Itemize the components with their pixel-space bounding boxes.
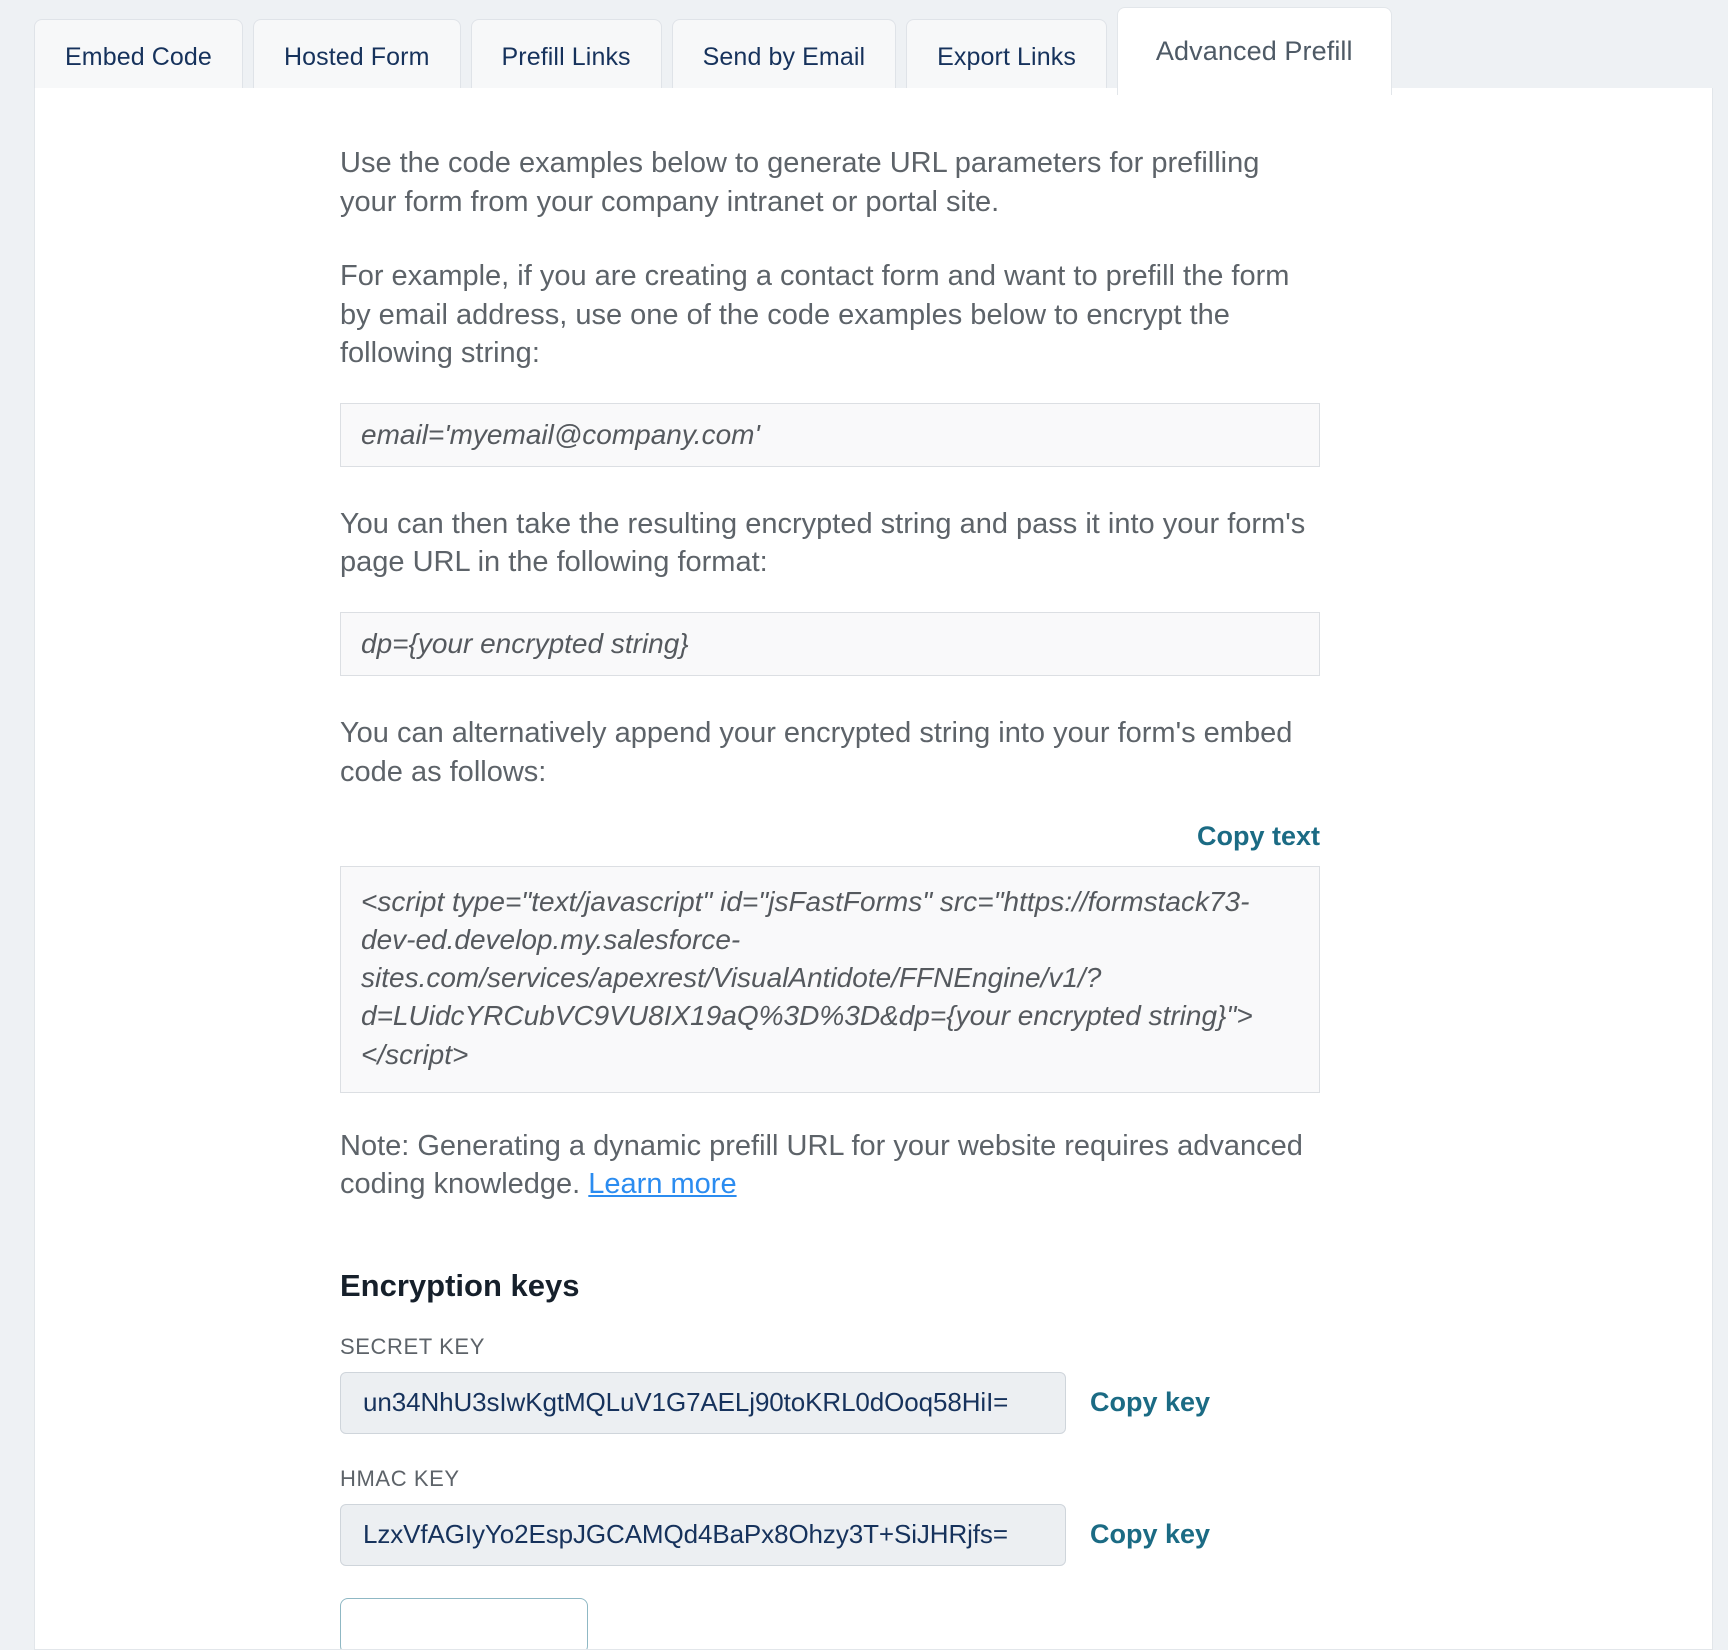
- regenerate-keys-button-partial[interactable]: [340, 1598, 588, 1650]
- hmac-key-input[interactable]: LzxVfAGIyYo2EspJGCAMQd4BaPx8Ohzy3T+SiJHRjfs=: [340, 1504, 1066, 1566]
- tab-send-by-email[interactable]: [672, 19, 897, 95]
- tab-embed-code[interactable]: [34, 19, 243, 95]
- tab-hosted-form[interactable]: [253, 19, 461, 95]
- panel-scrollbar[interactable]: [1704, 88, 1712, 1650]
- code-sample-embed-script: <script type="text/javascript" id="jsFastForms" src="https://formstack73-dev-ed.develop.my.salesforce-sites.com/services/apexrest/VisualAntidote/FFNEngine/v1/?d=LUidcYRCubVC9VU8IX19aQ%3D%3D&dp={your encrypted string}"></script>: [340, 866, 1320, 1092]
- copy-secret-key-button[interactable]: Copy key: [1090, 1387, 1211, 1418]
- url-format-paragraph: You can then take the resulting encrypted string and pass it into your form's page URL in the following format:: [340, 507, 1306, 579]
- tab-label: Hosted Form: [283, 43, 430, 71]
- tab-strip: [0, 0, 1728, 95]
- hmac-key-label: HMAC KEY: [340, 1465, 460, 1491]
- embed-append-paragraph: You can alternatively append your encrypted string into your form's embed code as follows:: [340, 717, 1293, 788]
- learn-more-link[interactable]: Learn more: [588, 1168, 737, 1201]
- tab-label: Send by Email: [702, 43, 866, 71]
- secret-key-label: SECRET KEY: [340, 1333, 485, 1359]
- example-paragraph: For example, if you are creating a contact form and want to prefill the form by email address, use one of the code examples below to encrypt the following string:: [340, 260, 1290, 370]
- tab-export-links[interactable]: [906, 19, 1107, 95]
- prefill-note: [340, 1127, 1320, 1204]
- advanced-prefill-content: [340, 88, 1320, 1650]
- intro-paragraph: Use the code examples below to generate URL parameters for prefilling your form from your company intranet or portal site.: [340, 147, 1260, 218]
- copy-text-row: [340, 821, 1320, 852]
- note-text: Note: Generating a dynamic prefill URL for your website requires advanced coding knowledge.: [340, 1129, 1303, 1201]
- tab-prefill-links[interactable]: [471, 19, 662, 95]
- tab-label: Embed Code: [65, 43, 212, 71]
- tab-advanced-prefill[interactable]: [1117, 7, 1392, 95]
- encryption-keys-heading: Encryption keys: [340, 1267, 580, 1303]
- secret-key-row: [340, 1372, 1320, 1434]
- tab-label: Advanced Prefill: [1155, 36, 1353, 66]
- tab-label: Prefill Links: [501, 43, 631, 71]
- copy-text-button[interactable]: Copy text: [1196, 821, 1320, 852]
- panel-scroll-area: [35, 88, 1707, 1650]
- code-sample-dp-parameter: dp={your encrypted string}: [340, 612, 1320, 676]
- copy-hmac-key-button[interactable]: Copy key: [1090, 1519, 1211, 1550]
- tab-label: Export Links: [937, 43, 1076, 71]
- hmac-key-row: [340, 1504, 1320, 1566]
- secret-key-input[interactable]: un34NhU3sIwKgtMQLuV1G7AELj90toKRL0dOoq58HiI=: [340, 1372, 1066, 1434]
- code-sample-email-string: email='myemail@company.com': [340, 403, 1320, 467]
- advanced-prefill-panel: [34, 88, 1713, 1650]
